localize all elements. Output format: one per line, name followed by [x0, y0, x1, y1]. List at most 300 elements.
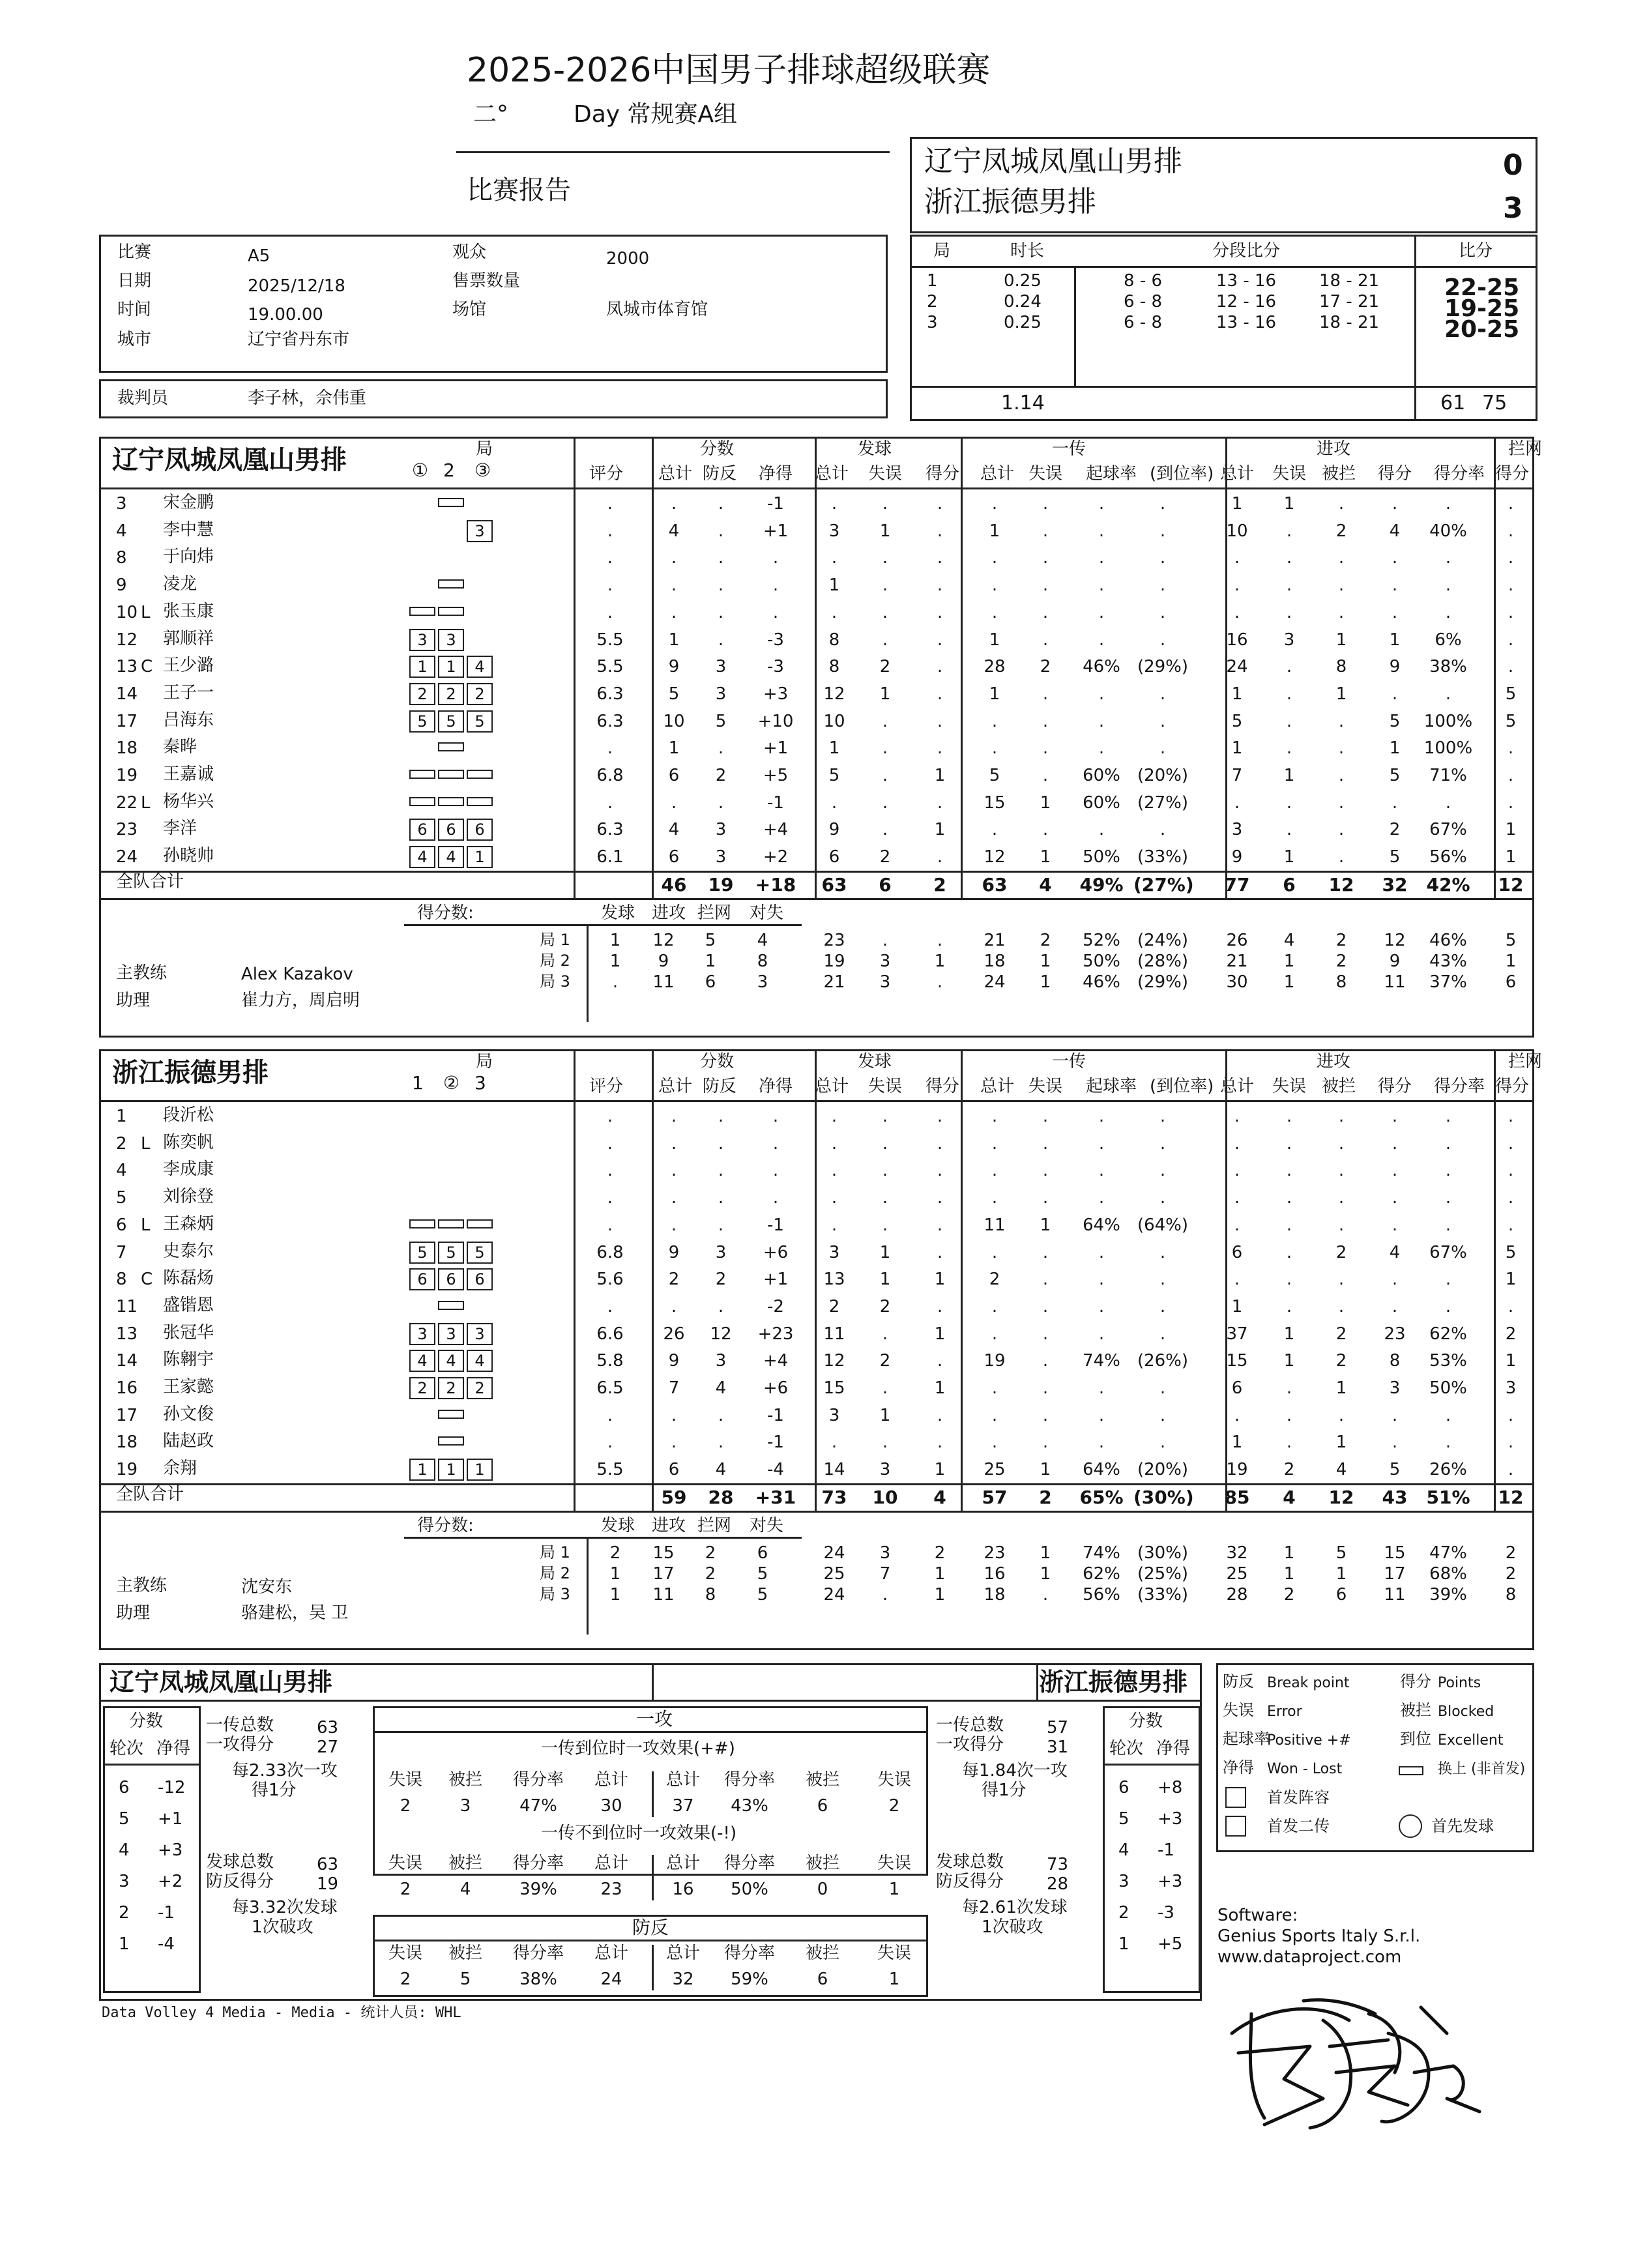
stat-rating: 6.1	[596, 847, 624, 867]
player-libero-flag: L	[141, 1133, 151, 1154]
setstat-re: 1	[1040, 951, 1051, 971]
stat-bp: .	[718, 521, 724, 541]
hdr-net: 净得	[759, 464, 793, 484]
stat-bp: .	[718, 1161, 724, 1181]
stat-ae: .	[1286, 1296, 1292, 1316]
stat-net: -3	[767, 657, 784, 677]
stat-ap: 5	[1389, 847, 1401, 867]
setpts-s: 1	[609, 951, 621, 971]
stat-se: 1	[879, 684, 891, 704]
stat-bp: .	[718, 548, 724, 568]
setstat-re: 1	[1040, 1543, 1051, 1563]
stat-sv: .	[831, 1133, 838, 1154]
stat-ab: .	[1338, 738, 1345, 759]
stat-sp: .	[937, 684, 943, 704]
hdr-aeff: 得分率	[1434, 1077, 1485, 1096]
hdr-reception: 一传	[1052, 1052, 1086, 1071]
stat-re: .	[1042, 1161, 1049, 1181]
stat-rexc: .	[1159, 1270, 1166, 1290]
stat-bk: 1	[1505, 847, 1517, 867]
setstat-aeff: 37%	[1429, 972, 1467, 992]
stat-rpos: 64%	[1083, 1215, 1120, 1235]
stat-tot: .	[671, 1133, 677, 1154]
stat-ae: .	[1286, 684, 1292, 704]
total-bk: 12	[1498, 873, 1524, 895]
setstat-ab: 1	[1335, 1563, 1347, 1584]
stat-rpos: 46%	[1083, 657, 1120, 677]
legend-term: 得分	[1400, 1672, 1431, 1691]
hdr-serve: 发球	[858, 439, 892, 459]
stat-net: -1	[767, 1215, 784, 1235]
stat-aeff: 67%	[1429, 820, 1467, 840]
stat-tot: .	[671, 548, 677, 568]
set-cell: 0.25	[1004, 313, 1042, 332]
stat-ab: 1	[1335, 1432, 1347, 1453]
stat-rating: .	[607, 1215, 613, 1235]
stat-at: 1	[1231, 1432, 1243, 1453]
rule	[1103, 1764, 1201, 1766]
setpts-o: 4	[757, 930, 768, 950]
setstat-se: .	[882, 930, 888, 950]
stat-net: .	[772, 575, 779, 596]
start-setter-icon	[1225, 1816, 1246, 1837]
stat-sp: .	[937, 1296, 943, 1316]
stat-sp: .	[937, 521, 943, 541]
zone-cell: 5	[438, 710, 464, 733]
stat-sv: 3	[828, 1242, 840, 1262]
stat-rating: .	[607, 1133, 613, 1154]
stat-ae: 1	[1283, 847, 1295, 867]
report-subtitle: 比赛报告	[467, 175, 571, 205]
software-label: Software:	[1217, 1906, 1298, 1925]
stat-rexc: .	[1159, 1161, 1166, 1181]
zone-cell: 2	[438, 683, 464, 705]
starting-zones	[409, 1350, 495, 1372]
rule	[99, 1483, 1534, 1485]
stat-rt: 25	[984, 1460, 1006, 1480]
stat-aeff: 62%	[1429, 1324, 1467, 1344]
setstat-ab: 2	[1335, 951, 1347, 971]
stat-ab: .	[1338, 711, 1345, 731]
stat-rpos: .	[1098, 602, 1105, 622]
away-sets-won: 3	[1503, 192, 1523, 225]
col-head: 失误	[388, 1854, 422, 1873]
col-val: 2	[400, 1970, 411, 1989]
setstat-bk: 5	[1505, 930, 1517, 950]
stat-net: -1	[767, 792, 784, 813]
stat-aeff: 50%	[1429, 1378, 1467, 1398]
stat-aeff: .	[1445, 684, 1451, 704]
home-set-mark: ①	[412, 459, 429, 481]
stat-ab: .	[1338, 1107, 1345, 1126]
rot-col: 轮次	[109, 1739, 144, 1758]
player-name: 郭顺祥	[163, 628, 214, 648]
setstat-rexc: (28%)	[1137, 951, 1189, 971]
setstat-ab: 8	[1335, 972, 1347, 992]
starting-zones	[409, 792, 495, 810]
assistant-names: 崔力方，周启明	[241, 990, 360, 1010]
stat-sv: .	[831, 1161, 838, 1181]
zone-cell: 1	[409, 1459, 435, 1481]
rot-no: 1	[1118, 1934, 1129, 1954]
setstat-ab: 5	[1335, 1543, 1347, 1563]
stat-ab: 8	[1335, 657, 1347, 677]
setstat-ap: 11	[1384, 972, 1406, 992]
stat-tot: 1	[668, 738, 680, 759]
stat-bk: .	[1508, 602, 1514, 622]
stat-net: +4	[763, 820, 789, 840]
total-ae: 6	[1283, 873, 1296, 895]
stat-rating: .	[607, 1432, 613, 1453]
stat-se: 1	[879, 521, 891, 541]
rot-val: +5	[1158, 1934, 1183, 1954]
coach-name: 沈安东	[241, 1577, 293, 1597]
stat-sv: 14	[823, 1460, 845, 1480]
player-number: 8	[116, 548, 127, 568]
hdr-rpos: 起球率	[1086, 1077, 1137, 1096]
stat-ab: 1	[1335, 630, 1347, 650]
set-row-label: 局 2	[540, 951, 570, 970]
rule	[99, 1100, 1534, 1102]
points-by-serve: 发球	[601, 903, 635, 923]
zone-cell: 3	[467, 1323, 493, 1345]
col-head: 得分率	[723, 1943, 775, 1963]
stat-tot: .	[671, 602, 677, 622]
total-sv: 73	[821, 1486, 847, 1508]
stat-rpos: .	[1098, 820, 1105, 840]
stat-rpos: 74%	[1083, 1351, 1120, 1371]
stat-bk: 5	[1505, 711, 1517, 731]
hdr-at: 总计	[1220, 464, 1255, 484]
stat-rt: .	[991, 1242, 998, 1262]
stat-bp: 3	[715, 684, 727, 704]
set-cell: 3	[927, 313, 938, 332]
setpts-s: 1	[609, 1584, 621, 1605]
stat-rt: .	[991, 494, 998, 514]
stat-bk: .	[1508, 738, 1514, 759]
stat-rating: 5.5	[596, 657, 624, 677]
hdr-bk: 得分	[1495, 464, 1530, 484]
setpts-s: 1	[609, 1563, 621, 1584]
zone-cell: 3	[438, 629, 464, 651]
set-cell: 13 - 16	[1216, 313, 1277, 332]
stat-aeff: .	[1445, 1296, 1451, 1316]
summary-att_total_label: 一传总数	[206, 1715, 274, 1735]
setstat-ae: 1	[1283, 951, 1295, 971]
stat-rexc: .	[1159, 548, 1166, 568]
hdr-sp: 得分	[925, 464, 960, 484]
stat-bk: .	[1508, 548, 1514, 568]
setpts-s: .	[612, 972, 619, 992]
setstat-ap: 17	[1384, 1563, 1406, 1584]
col-head: 失误	[877, 1854, 911, 1873]
stat-re: .	[1042, 711, 1049, 731]
summary-srv_note2: 1次破攻	[252, 1917, 313, 1937]
stat-bk: .	[1508, 630, 1514, 650]
stat-tot: 9	[668, 1351, 680, 1371]
stat-rexc: .	[1159, 738, 1166, 759]
setpts-o: 6	[757, 1543, 768, 1563]
team-total-label: 全队合计	[116, 871, 184, 892]
total-tot: 59	[661, 1486, 687, 1508]
rot-no: 2	[1118, 1903, 1129, 1923]
stat-bk: .	[1508, 657, 1514, 677]
player-libero-flag: L	[141, 1215, 151, 1235]
player-number: 8	[116, 1270, 127, 1290]
player-number: 1	[116, 1107, 127, 1126]
stat-rpos: .	[1098, 738, 1105, 759]
hdr-serve: 发球	[858, 1052, 892, 1071]
stat-ab: .	[1338, 792, 1345, 813]
assistant-label: 助理	[116, 1603, 151, 1623]
stat-sv: 2	[828, 1296, 840, 1316]
stat-rt: 11	[984, 1215, 1006, 1235]
stat-rpos: .	[1098, 711, 1105, 731]
hdr-re: 失误	[1028, 1077, 1063, 1096]
summary-srv_total: 73	[1047, 1855, 1069, 1874]
hdr-at: 总计	[1220, 1077, 1255, 1096]
stat-rpos: .	[1098, 494, 1105, 514]
stat-rpos: .	[1098, 684, 1105, 704]
col-val: 2	[400, 1880, 411, 1899]
setstat-rexc: (29%)	[1137, 972, 1189, 992]
stat-at: .	[1234, 1188, 1240, 1208]
hdr-rpos: 起球率	[1086, 464, 1137, 484]
stat-at: .	[1234, 1161, 1240, 1181]
stat-bp: 4	[715, 1378, 727, 1398]
rot-val: -1	[1158, 1840, 1174, 1860]
setstat-se: 3	[879, 972, 891, 992]
setstat-rexc: (24%)	[1137, 930, 1189, 950]
stat-rating: .	[607, 792, 613, 813]
date-value: 2025/12/18	[248, 276, 345, 296]
stat-rt: .	[991, 1188, 998, 1208]
stat-net: +6	[763, 1378, 789, 1398]
stat-bp: .	[718, 1432, 724, 1453]
stat-tot: .	[671, 575, 677, 596]
stat-se: 1	[879, 1405, 891, 1425]
stat-ab: 2	[1335, 1324, 1347, 1344]
stat-ab: 2	[1335, 1351, 1347, 1371]
signature-icon	[1225, 1994, 1486, 2138]
stat-net: +1	[763, 521, 789, 541]
summary-att_pts: 27	[317, 1737, 339, 1757]
stat-sv: 5	[828, 766, 840, 785]
stat-aeff: .	[1445, 1188, 1451, 1208]
stat-se: .	[882, 1324, 888, 1344]
setstat-aeff: 39%	[1429, 1584, 1467, 1605]
stat-re: .	[1042, 1242, 1049, 1262]
setstat-aeff: 43%	[1429, 951, 1467, 971]
summary-srv_note1: 每3.32次发球	[232, 1898, 338, 1917]
referee-box	[99, 379, 888, 418]
player-libero-flag: L	[141, 792, 151, 813]
legend-desc: Points	[1438, 1675, 1481, 1691]
col-head: 失误	[877, 1770, 911, 1790]
setstat-sv: 21	[823, 972, 845, 992]
stat-rexc: (33%)	[1137, 847, 1189, 867]
hdr-ab: 被拦	[1322, 1077, 1356, 1096]
setpts-s: 1	[609, 930, 621, 950]
stat-sp: .	[937, 711, 943, 731]
stat-sp: .	[937, 548, 943, 568]
player-name: 凌龙	[163, 574, 197, 594]
stat-ap: .	[1392, 602, 1398, 622]
stat-re: .	[1042, 1296, 1049, 1316]
setpts-a: 11	[652, 972, 675, 992]
player-number: 17	[116, 711, 138, 731]
stat-rating: .	[607, 1405, 613, 1425]
stat-tot: .	[671, 792, 677, 813]
stat-re: 1	[1040, 847, 1051, 867]
hdr-points: 分数	[700, 439, 735, 459]
stat-rt: 28	[984, 657, 1006, 677]
stat-net: .	[772, 1107, 779, 1126]
rot-no: 1	[119, 1934, 130, 1954]
zone-cell: 4	[438, 1350, 464, 1372]
stat-net: +23	[757, 1324, 794, 1344]
total-ab: 12	[1328, 873, 1354, 895]
hdr-rt: 总计	[980, 1077, 1015, 1096]
setstat-rt: 23	[984, 1543, 1006, 1563]
setpts-o: 5	[757, 1563, 768, 1584]
stat-sp: 1	[934, 1460, 946, 1480]
total-bp: 19	[708, 873, 734, 895]
player-number: 23	[116, 820, 138, 840]
legend-desc: Excellent	[1438, 1732, 1504, 1749]
stat-aeff: 26%	[1429, 1460, 1467, 1480]
starting-zones	[409, 1323, 495, 1345]
stat-net: .	[772, 1188, 779, 1208]
stat-ae: .	[1286, 1242, 1292, 1262]
start-lineup-label: 首发阵容	[1267, 1788, 1330, 1807]
stat-ap: .	[1392, 1188, 1398, 1208]
setstat-at: 25	[1226, 1563, 1248, 1584]
rule	[587, 1537, 589, 1635]
stat-rt: 12	[984, 847, 1006, 867]
stat-ap: 23	[1384, 1324, 1406, 1344]
stat-se: .	[882, 1432, 888, 1453]
col-head: 失误	[877, 1943, 911, 1963]
summary-srv_pts: 19	[317, 1874, 339, 1894]
hdr-re: 失误	[1028, 464, 1063, 484]
stat-tot: .	[671, 1215, 677, 1235]
col-head: 被拦	[448, 1770, 482, 1790]
player-number: 18	[116, 1432, 138, 1453]
mid-title: 一攻	[636, 1708, 673, 1730]
stat-sp: .	[937, 1432, 943, 1453]
stat-ae: .	[1286, 738, 1292, 759]
stat-tot: 6	[668, 847, 680, 867]
set-cell: 1	[927, 271, 938, 291]
stat-rt: .	[991, 1324, 998, 1344]
total-sp: 4	[933, 1486, 946, 1508]
set-cell: 0.25	[1004, 271, 1042, 291]
stat-bp: .	[718, 630, 724, 650]
col-head: 总计	[665, 1943, 700, 1963]
total-sv: 63	[821, 873, 847, 895]
legend-term: 净得	[1223, 1758, 1254, 1777]
setstat-rpos: 50%	[1083, 951, 1120, 971]
stat-rpos: .	[1098, 1324, 1105, 1344]
stat-bp: .	[718, 494, 724, 514]
zone-cell: 5	[467, 1242, 493, 1264]
stat-rexc: .	[1159, 711, 1166, 731]
stat-sv: .	[831, 1107, 838, 1126]
stat-net: -1	[767, 1405, 784, 1425]
summary-att_note1: 每2.33次一攻	[232, 1761, 338, 1781]
hdr-ae: 失误	[1272, 464, 1307, 484]
setstat-sp: .	[937, 972, 943, 992]
stat-tot: 6	[668, 1460, 680, 1480]
stat-sp: .	[937, 1188, 943, 1208]
rule	[652, 1771, 654, 1817]
time-label: 时间	[117, 300, 152, 319]
stat-bp: .	[718, 1188, 724, 1208]
summary-srv_note2: 1次破攻	[982, 1917, 1043, 1937]
legend-desc: Won - Lost	[1267, 1761, 1343, 1777]
stat-aeff: .	[1445, 1432, 1451, 1453]
stat-re: .	[1042, 766, 1049, 785]
stat-bk: .	[1508, 1161, 1514, 1181]
stat-re: .	[1042, 684, 1049, 704]
rot-title: 分数	[129, 1711, 164, 1731]
starting-zones	[409, 764, 495, 783]
match-value: A5	[248, 246, 270, 266]
player-name: 吕海东	[163, 710, 214, 730]
stat-ap: 5	[1389, 711, 1401, 731]
stat-net: +1	[763, 1270, 789, 1290]
stat-bp: 4	[715, 1460, 727, 1480]
hdr-bp: 防反	[703, 1077, 737, 1096]
col-head: 失误	[388, 1943, 422, 1963]
rot-val: -1	[158, 1903, 175, 1923]
stat-re: .	[1042, 602, 1049, 622]
stat-net: +6	[763, 1242, 789, 1262]
stat-tot: 6	[668, 766, 680, 785]
stat-tot: .	[671, 1161, 677, 1181]
rot-val: +3	[1158, 1809, 1183, 1829]
setstat-ae: 1	[1283, 972, 1295, 992]
rot-val: -12	[158, 1778, 186, 1797]
stat-rating: 5.8	[596, 1351, 624, 1371]
zone-cell: 3	[409, 629, 435, 651]
stat-re: .	[1042, 1107, 1049, 1126]
stat-bk: .	[1508, 1133, 1514, 1154]
stat-tot: .	[671, 1432, 677, 1453]
stat-ap: .	[1392, 1215, 1398, 1235]
stat-rating: .	[607, 1296, 613, 1316]
col-head: 总计	[594, 1770, 628, 1790]
setpts-o: 5	[757, 1584, 768, 1605]
stat-rexc: .	[1159, 1432, 1166, 1453]
stat-rpos: .	[1098, 575, 1105, 596]
stat-ab: .	[1338, 1188, 1345, 1208]
team-total-label: 全队合计	[116, 1484, 184, 1504]
points-by-opp: 对失	[750, 903, 784, 923]
rule	[103, 1764, 201, 1766]
coach-label: 主教练	[116, 1575, 168, 1595]
player-name: 宋金鹏	[163, 493, 214, 512]
stat-sv: .	[831, 792, 838, 813]
player-name: 张冠华	[163, 1322, 214, 1343]
stat-rt: 1	[989, 521, 1000, 541]
stat-ae: .	[1286, 1270, 1292, 1290]
hdr-se: 失误	[868, 1077, 903, 1096]
total-net: +31	[755, 1486, 796, 1508]
stat-ae: .	[1286, 1405, 1292, 1425]
stat-re: 1	[1040, 1215, 1051, 1235]
